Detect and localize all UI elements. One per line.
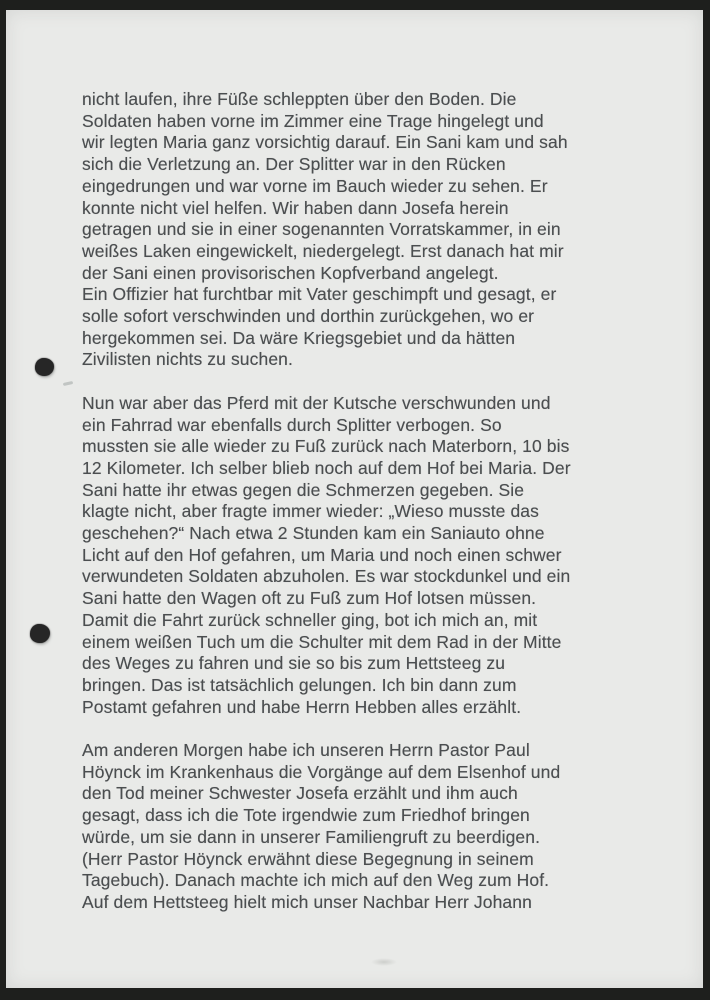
- text-line: den Tod meiner Schwester Josefa erzählt und ihm auch: [82, 783, 518, 804]
- text-line: hergekommen sei. Da wäre Kriegsgebiet und da hätten: [82, 327, 516, 348]
- text-line: wir legten Maria ganz vorsichtig darauf. Ein Sani kam und sah: [82, 132, 568, 153]
- text-line: sich die Verletzung an. Der Splitter war in den Rücken: [82, 154, 506, 175]
- document-page: [6, 10, 703, 988]
- text-line: des Weges zu fahren und sie so bis zum Hettsteeg zu: [82, 653, 506, 674]
- text-line: mussten sie alle wieder zu Fuß zurück nach Materborn, 10 bis: [82, 436, 570, 457]
- text-line: ein Fahrrad war ebenfalls durch Splitter verbogen. So: [82, 414, 502, 435]
- paragraph-2: [82, 393, 571, 719]
- text-line: verwundeten Soldaten abzuholen. Es war stockdunkel und ein: [82, 566, 571, 587]
- text-line: getragen und sie in einer sogenannten Vorratskammer, in ein: [82, 219, 561, 240]
- text-line: Am anderen Morgen habe ich unseren Herrn Pastor Paul: [82, 740, 530, 761]
- text-line: Sani hatte ihr etwas gegen die Schmerzen gegeben. Sie: [82, 479, 525, 500]
- text-line: der Sani einen provisorischen Kopfverband angelegt.: [82, 262, 499, 283]
- text-line: bringen. Das ist tatsächlich gelungen. Ich bin dann zum: [82, 674, 517, 695]
- text-line: einem weißen Tuch um die Schulter mit dem Rad in der Mitte: [82, 631, 562, 652]
- text-line: solle sofort verschwinden und dorthin zurückgehen, wo er: [82, 306, 535, 327]
- text-line: Höynck im Krankenhaus die Vorgänge auf dem Elsenhof und: [82, 761, 561, 782]
- text-line: geschehen?“ Nach etwa 2 Stunden kam ein Saniauto ohne: [82, 523, 545, 544]
- text-line: 12 Kilometer. Ich selber blieb noch auf dem Hof bei Maria. Der: [82, 457, 571, 478]
- paragraph-1: [82, 89, 571, 371]
- document-text: [82, 89, 571, 914]
- text-line: Soldaten haben vorne im Zimmer eine Trage hingelegt und: [82, 110, 544, 131]
- scan-smudge: [371, 958, 397, 966]
- hole-punch-mark-top: [35, 358, 54, 376]
- text-line: Licht auf den Hof gefahren, um Maria und noch einen schwer: [82, 544, 562, 565]
- text-line: würde, um sie dann in unserer Familiengruft zu beerdigen.: [82, 826, 541, 847]
- text-line: nicht laufen, ihre Füße schleppten über den Boden. Die: [82, 89, 517, 109]
- paragraph-3: [82, 740, 571, 914]
- text-line: (Herr Pastor Höynck erwähnt diese Begegnung in seinem: [82, 848, 534, 869]
- text-line: Auf dem Hettsteeg hielt mich unser Nachbar Herr Johann: [82, 891, 532, 912]
- text-line: Postamt gefahren und habe Herrn Hebben alles erzählt.: [82, 696, 522, 717]
- hole-punch-mark-bottom: [30, 624, 50, 643]
- text-line: eingedrungen und war vorne im Bauch wieder zu sehen. Er: [82, 175, 548, 196]
- text-line: Zivilisten nichts zu suchen.: [82, 349, 293, 370]
- text-line: konnte nicht viel helfen. Wir haben dann Josefa herein: [82, 197, 509, 218]
- text-line: Sani hatte den Wagen oft zu Fuß zum Hof lotsen müssen.: [82, 588, 537, 609]
- text-line: Nun war aber das Pferd mit der Kutsche verschwunden und: [82, 392, 551, 413]
- text-line: Ein Offizier hat furchtbar mit Vater geschimpft und gesagt, er: [82, 284, 557, 305]
- text-line: Tagebuch). Danach machte ich mich auf den Weg zum Hof.: [82, 870, 550, 891]
- text-line: gesagt, dass ich die Tote irgendwie zum Friedhof bringen: [82, 805, 530, 826]
- text-line: Damit die Fahrt zurück schneller ging, bot ich mich an, mit: [82, 609, 538, 630]
- text-line: weißes Laken eingewickelt, niedergelegt. Erst danach hat mir: [82, 240, 564, 261]
- text-line: klagte nicht, aber fragte immer wieder: „Wieso musste das: [82, 501, 539, 522]
